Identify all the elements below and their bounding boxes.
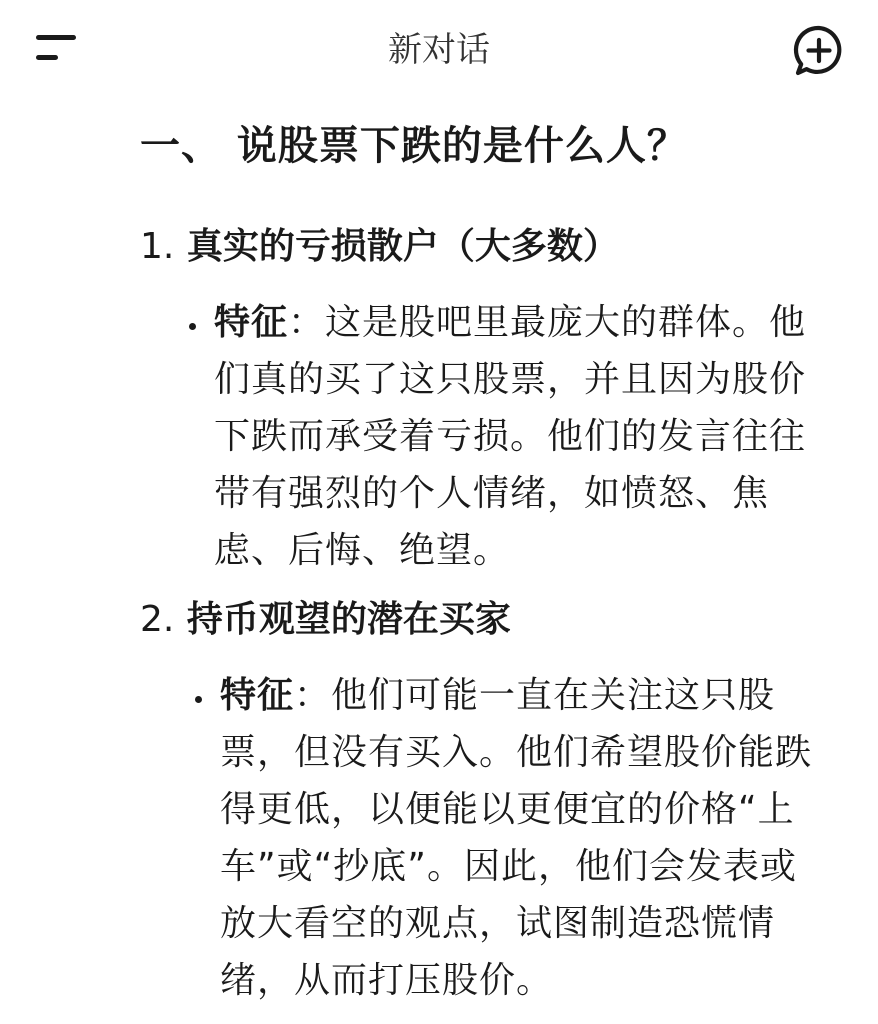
bullet-separator: ： [288,302,326,343]
page-title: 新对话 [388,30,490,70]
bullet-label: 特征 [214,302,289,343]
list-item-title: 真实的亏损散户（大多数） [186,226,619,267]
new-chat-icon [792,24,846,78]
bullet-label: 特征 [220,675,295,716]
list-item-heading [140,222,619,272]
top-bar [0,0,878,100]
list-item-number: 2. [140,599,175,640]
bullet-paragraph [214,294,824,579]
section-heading: 一、 说股票下跌的是什么人？ [140,123,688,169]
bullet-dot-icon [189,323,196,330]
bullet-separator: ： [294,675,332,716]
list-item-title: 持币观望的潜在买家 [186,599,511,640]
bullet-paragraph [220,667,830,1009]
new-chat-button[interactable] [792,24,846,78]
list-item-heading [140,595,511,645]
bullet-dot-icon [195,696,202,703]
bullet-body: 这是股吧里最庞大的群体。他们真的买了这只股票，并且因为股价下跌而承受着亏损。他们的发言往往带有强烈的个人情绪，如愤怒、焦虑、后悔、绝望。 [214,302,807,571]
list-item-number: 1. [140,226,175,267]
bullet-body: 他们可能一直在关注这只股票，但没有买入。他们希望股价能跌得更低，以便能以更便宜的价格“上车”或“抄底”。因此，他们会发表或放大看空的观点，试图制造恐慌情绪，从而打压股价。 [220,675,813,1001]
